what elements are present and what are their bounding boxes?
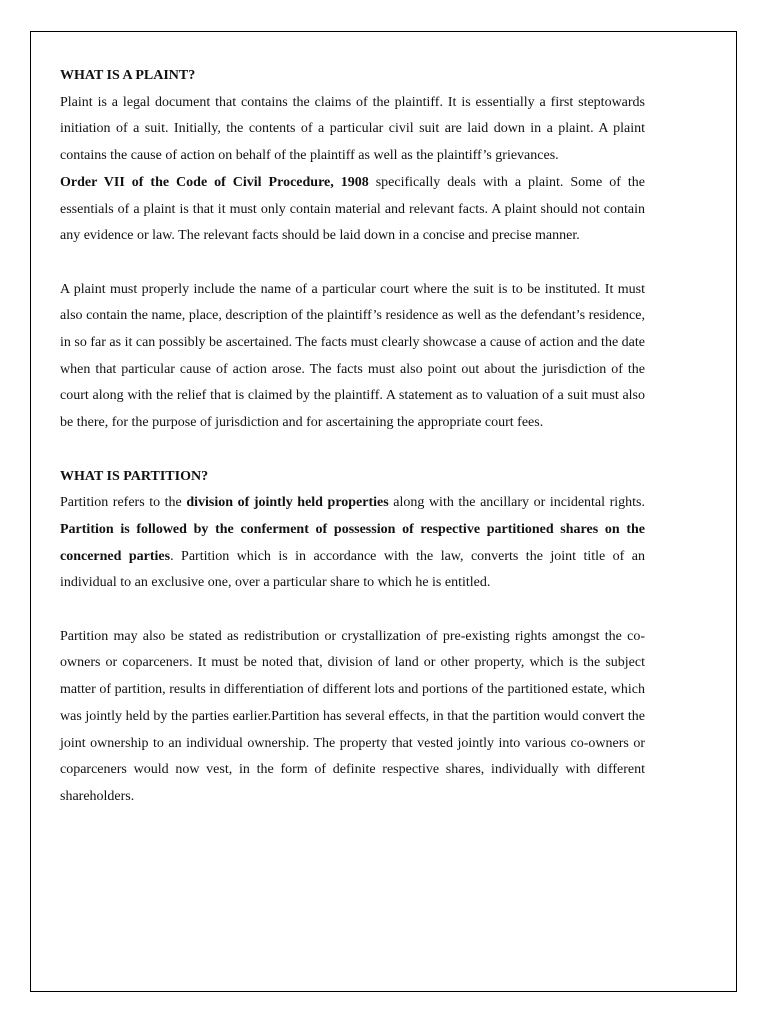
document-body: [60, 63, 645, 811]
partition-p1-text-a: Partition refers to the: [60, 495, 187, 511]
partition-heading: WHAT IS PARTITION?: [60, 468, 209, 484]
plaint-heading: WHAT IS A PLAINT?: [60, 68, 196, 83]
partition-p1-text-c: . Partition which is in accordance with the law, converts the joint title of an individual to an exclusive one, over a particular share to which he is entitled.: [60, 548, 645, 591]
partition-p1-bold-2: Partition is followed by the conferment of possession of respective partitioned shares on the concerned parties: [60, 521, 645, 564]
partition-p1-text-b: along with the ancillary or incidental rights.: [388, 495, 645, 511]
plaint-paragraph-2-text: specifically deals with a plaint. Some of the essentials of a plaint is that it must only contain material and relevant facts. A plaint should not contain any evidence or law. The relevant facts should be laid down in a concise and precise manner.: [60, 174, 645, 244]
order-vii-reference: Order VII of the Code of Civil Procedure, 1908: [60, 174, 369, 190]
plaint-paragraph-2: [60, 170, 645, 250]
partition-p1-bold-1: division of jointly held properties: [186, 495, 389, 511]
partition-paragraph-2: Partition may also be stated as redistribution or crystallization of pre-existing rights amongst the co-owners or coparceners. It must be noted that, division of land or other property, which is the subject matter of partition, results in differentiation of different lots and portions of the partitioned estate, which was jointly held by the parties earlier.Partition has several effects, in that the partition would convert the joint ownership to an individual ownership. The property that vested jointly into various co-owners or coparceners would now vest, in the form of definite respective shares, individually with different shareholders.: [60, 628, 645, 804]
partition-paragraph-1: [60, 490, 645, 597]
plaint-paragraph-1: Plaint is a legal document that contains the claims of the plaintiff. It is essentially a first steptowards initiation of a suit. Initially, the contents of a particular civil suit are laid down in a plaint. A plaint contains the cause of action on behalf of the plaintiff as well as the plaintiff’s grievances.: [60, 94, 645, 164]
plaint-paragraph-3: A plaint must properly include the name of a particular court where the suit is to be instituted. It must also contain the name, place, description of the plaintiff’s residence as well as the defendant’s residence, in so far as it can possibly be ascertained. The facts must clearly showcase a cause of action and the date when that particular cause of action arose. The facts must also point out about the jurisdiction of the court along with the relief that is claimed by the plaintiff. A statement as to valuation of a suit must also be there, for the purpose of jurisdiction and for ascertaining the appropriate court fees.: [60, 281, 645, 431]
